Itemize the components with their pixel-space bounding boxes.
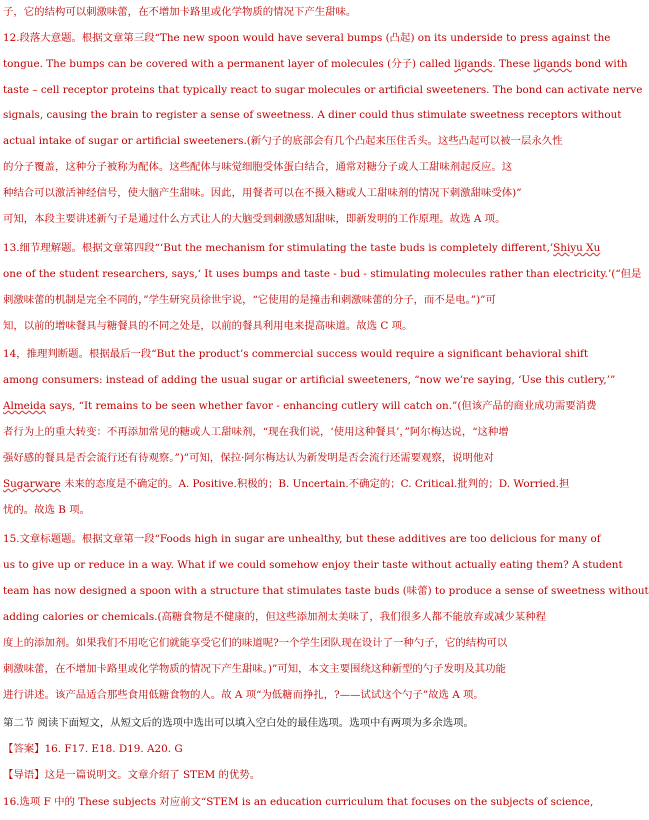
text-line: 进行讲述。该产品适合那些食用低糖食物的人。故 A 项“为低糖而挣扎，?——试试这个勺子”故选 A 项。	[3, 689, 484, 701]
text-line: tongue. The bumps can be covered with a permanent layer of molecules (分子) called ligands. These ligands bond with	[3, 58, 628, 70]
text-line: Sugarware 未来的态度是不确定的。A. Positive.积极的；B. Uncertain.不确定的；C. Critical.批判的；D. Worried.担	[3, 478, 570, 490]
text-line: 可知，本段主要讲述新勺子是通过什么方式让人的大脑受到刺激感知甜味，即新发明的工作原理。故选 A 项。	[3, 213, 506, 225]
text-line: among consumers: instead of adding the usual sugar or artificial sweeteners, “now we’re saying, ‘Use this cutlery,’”	[3, 374, 616, 386]
text-line: 种结合可以激活神经信号，使大脑产生甜味。因此，用餐者可以在不摄入糖或人工甜味剂的情况下刺激甜味受体)”	[3, 187, 522, 199]
text-line: 度上的添加剂。如果我们不用吃它们就能享受它们的味道呢?一个学生团队现在设计了一种勺子，它的结构可以	[3, 637, 508, 649]
text-line: signals, causing the brain to register a sense of sweetness. A diner could thus stimulate sweetness receptors without	[3, 109, 622, 121]
text-line: 刺激味蕾的机制是完全不同的，”学生研究员徐世宇说，“它使用的是撞击和刺激味蕾的分子，而不是电。”)”可	[3, 294, 496, 306]
text-line: 的分子覆盖，这种分子被称为配体。这些配体与味觉细胞受体蛋白结合，通常对糖分子或人工甜味剂起反应。这	[3, 161, 513, 173]
text-line: actual intake of sugar or artificial sweeteners.(新勺子的底部会有几个凸起来压住舌头。这些凸起可以被一层永久性	[3, 135, 563, 147]
text-line: 子，它的结构可以刺激味蕾，在不增加卡路里或化学物质的情况下产生甜味。	[3, 6, 357, 18]
text-line: 忧的。故选 B 项。	[3, 504, 90, 516]
text-line: 16.选项 F 中的 These subjects 对应前文“STEM is an education curriculum that focuses on the subjects of science,	[3, 796, 594, 808]
text-line: one of the student researchers, says,‘ It uses bumps and taste - bud - stimulating molecules rather than electricity.’(“但是	[3, 268, 642, 280]
section-heading: 第二节 阅读下面短文，从短文后的选项中选出可以填入空白处的最佳选项。选项中有两项为多余选项。	[3, 717, 474, 729]
text-line: 13.细节理解题。根据文章第四段“‘But the mechanism for stimulating the taste buds is completely different,’Shiyu Xu	[3, 242, 601, 254]
guide-line: 【导语】这是一篇说明文。文章介绍了 STEM 的优势。	[3, 769, 261, 781]
text-line: 者行为上的重大转变：不再添加常见的糖或人工甜味剂，“现在我们说，‘使用这种餐具’，”阿尔梅达说，“这种增	[3, 426, 509, 438]
text-line: 刺激味蕾，在不增加卡路里或化学物质的情况下产生甜味。)”可知，本文主要围绕这种新型的勺子发明及其功能	[3, 663, 506, 675]
text-line: 12.段落大意题。根据文章第三段“The new spoon would have several bumps (凸起) on its underside to press against the	[3, 32, 611, 44]
text-line: us to give up or reduce in a way. What if we could somehow enjoy their taste without actually eating them? A student	[3, 559, 623, 571]
text-line: taste – cell receptor proteins that typically react to sugar molecules or artificial sweeteners. The bond can activate nerve	[3, 84, 643, 96]
text-line: team has now designed a spoon with a structure that stimulates taste buds (味蕾) to produce a sense of sweetness without	[3, 585, 649, 597]
text-line: 强好感的餐具是否会流行还有待观察。”)”可知，保拉·阿尔梅达认为新发明是否会流行还需要观察，说明他对	[3, 452, 494, 464]
answer-line: 【答案】16. F17. E18. D19. A20. G	[3, 743, 183, 755]
text-line: 14，推理判断题。根据最后一段“But the product’s commercial success would require a significant behavioral shift	[3, 348, 589, 360]
text-line: adding calories or chemicals.(高糖食物是不健康的，但这些添加剂太美味了，我们很多人都不能放弃或减少某种程	[3, 611, 546, 623]
text-line: 知，以前的增味餐具与糖餐具的不同之处是，以前的餐具利用电来提高味道。故选 C 项。	[3, 320, 413, 332]
text-line: Almeida says, “It remains to be seen whether favor - enhancing cutlery will catch on.”(但该产品的商业成功需要消费	[3, 400, 597, 412]
text-line: 15.文章标题题。根据文章第一段“Foods high in sugar are unhealthy, but these additives are too delicious for many of	[3, 533, 601, 545]
